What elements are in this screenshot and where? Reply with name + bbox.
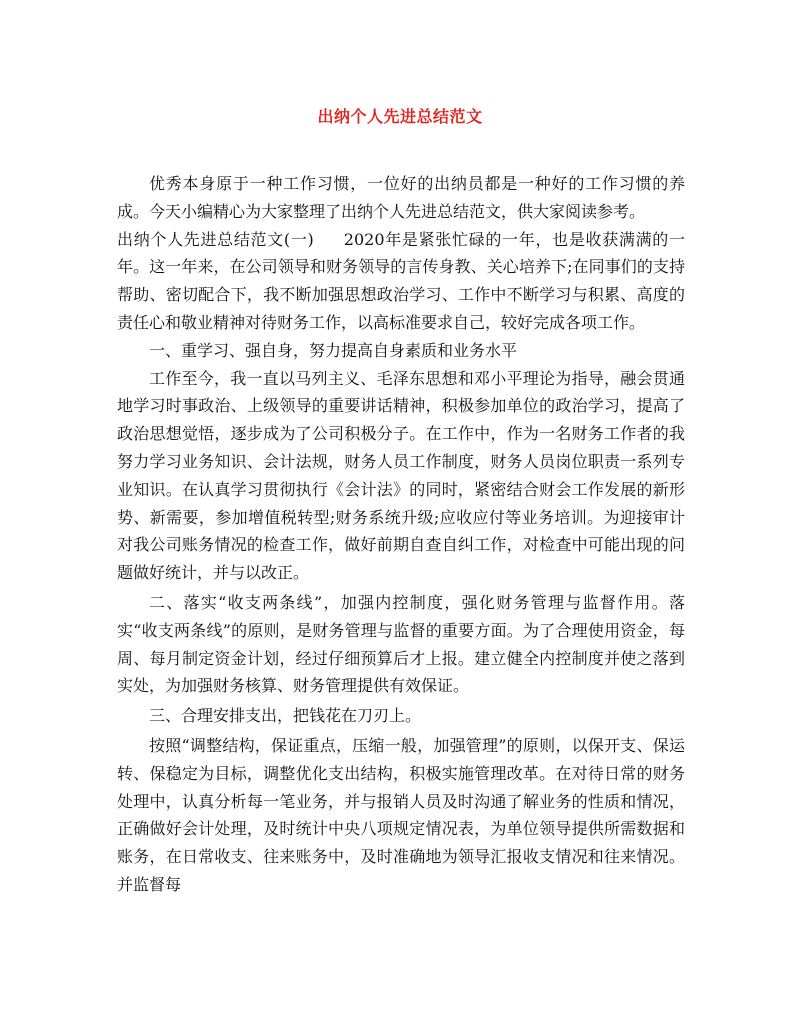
document-body <box>117 170 685 899</box>
intro-paragraph: 优秀本身原于一种工作习惯，一位好的出纳员都是一种好的工作习惯的养成。今天小编精心为大家整理了出纳个人先进总结范文，供大家阅读参考。 <box>117 174 685 221</box>
paragraph-3: 二、落实“收支两条线”，加强内控制度，强化财务管理与监督作用。落实“收支两条线”的原则，是财务管理与监督的重要方面。为了合理使用资金，每周、每月制定资金计划，经过仔细预算后才上报。建立健全内控制度并使之落到实处，为加强财务核算、财务管理提供有效保证。 <box>117 592 685 696</box>
paragraph-4: 按照“调整结构，保证重点，压缩一般，加强管理”的原则，以保开支、保运转、保稳定为目标，调整优化支出结构，积极实施管理改革。在对待日常的财务处理中，认真分析每一笔业务，并与报销人员及时沟通了解业务的性质和情况，正确做好会计处理，及时统计中央八项规定情况表，为单位领导提供所需数据和账务，在日常收支、往来账务中，及时准确地为领导汇报收支情况和往来情况。并监督每 <box>117 735 685 894</box>
heading-3: 三、合理安排支出，把钱花在刀刃上。 <box>149 706 422 726</box>
section-paragraph <box>117 226 685 337</box>
section-heading: 出纳个人先进总结范文(一) <box>117 229 314 249</box>
heading-1: 一、重学习、强自身，努力提高自身素质和业务水平 <box>149 340 518 360</box>
document-title: 出纳个人先进总结范文 <box>317 107 483 126</box>
paragraph-2: 工作至今，我一直以马列主义、毛泽东思想和邓小平理论为指导，融会贯通地学习时事政治、上级领导的重要讲话精神，积极参加单位的政治学习，提高了政治思想觉悟，逐步成为了公司积极分子。在工作中，作为一名财务工作者的我努力学习业务知识、会计法规，财务人员工作制度，财务人员岗位职责一系列专业知识。在认真学习贯彻执行《会计法》的同时，紧密结合财会工作发展的新形势、新需要，参加增值税转型;财务系统升级;应收应付等业务培训。为迎接审计对我公司账务情况的检查工作，做好前期自查自纠工作，对检查中可能出现的问题做好统计，并与以改正。 <box>117 368 685 583</box>
paragraph-1: 2020年是紧张忙碌的一年，也是收获满满的一年。这一年来，在公司领导和财务领导的言传身教、关心培养下;在同事们的支持帮助、密切配合下，我不断加强思想政治学习、工作中不断学习与积累、高度的责任心和敬业精神对待财务工作，以高标准要求自己，较好完成各项工作。 <box>117 229 685 332</box>
